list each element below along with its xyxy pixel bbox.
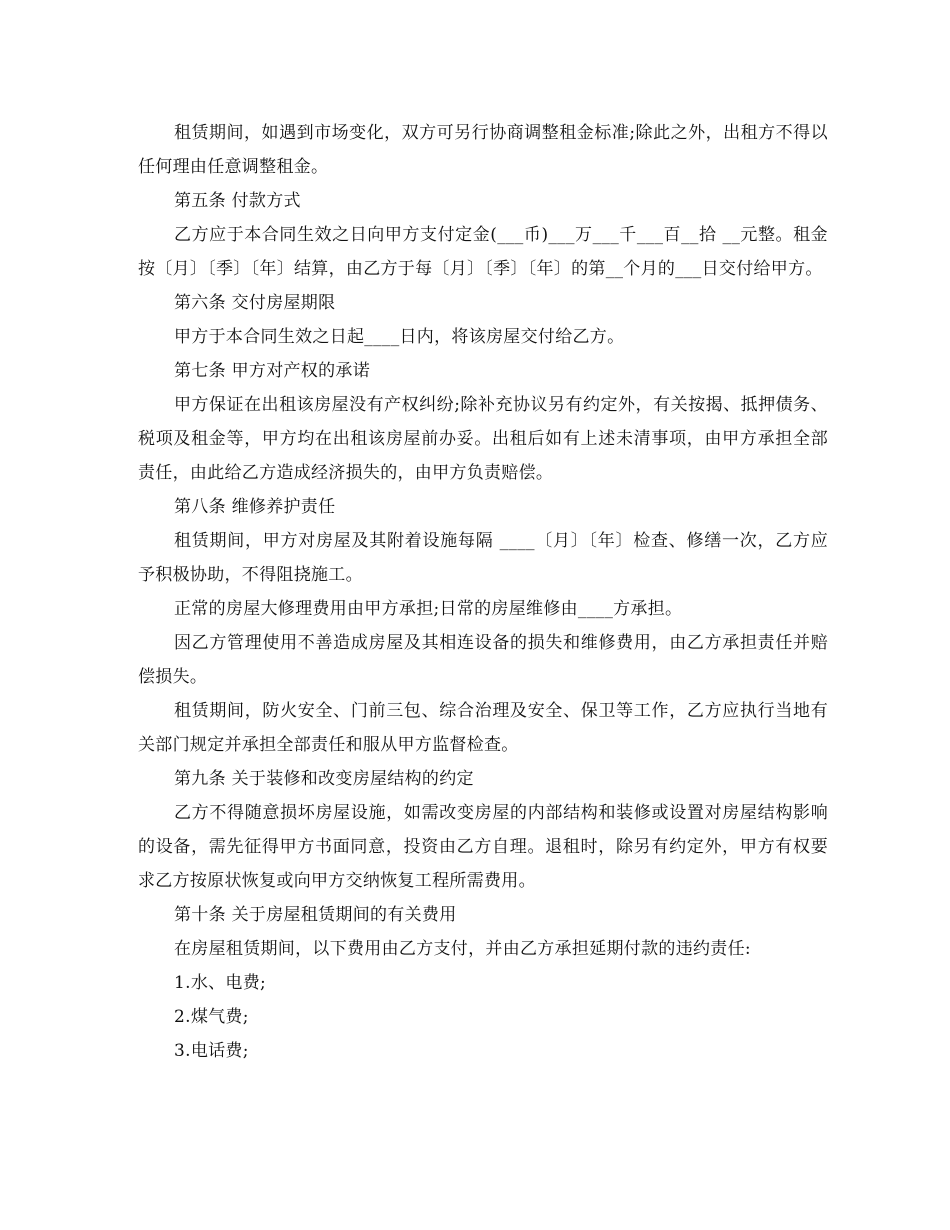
document-page <box>138 116 828 1068</box>
list-item-gas: 2.煤气费; <box>174 1007 249 1027</box>
paragraph-delivery-term: 甲方于本合同生效之日起____日内，将该房屋交付给乙方。 <box>174 327 625 347</box>
heading-article-8: 第八条 维修养护责任 <box>174 497 336 517</box>
paragraph-safety-duties: 租赁期间，防火安全、门前三包、综合治理及安全、保卫等工作，乙方应执行当地有关部门规定并承担全部责任和服从甲方监督检查。 <box>138 701 828 755</box>
heading-article-6: 第六条 交付房屋期限 <box>174 293 336 313</box>
heading-article-10: 第十条 关于房屋租赁期间的有关费用 <box>174 905 457 925</box>
heading-article-9: 第九条 关于装修和改变房屋结构的约定 <box>174 769 474 789</box>
paragraph-payment-method: 乙方应于本合同生效之日向甲方支付定金(___币)___万___千___百__拾 __元整。租金按〔月〕〔季〕〔年〕结算，由乙方于每〔月〕〔季〕〔年〕的第__个月的___日交付给甲方。 <box>138 225 828 279</box>
list-item-telephone: 3.电话费; <box>174 1041 249 1061</box>
paragraph-rent-adjustment: 租赁期间，如遇到市场变化，双方可另行协商调整租金标准;除此之外，出租方不得以任何理由任意调整租金。 <box>138 123 828 177</box>
paragraph-renovation: 乙方不得随意损坏房屋设施，如需改变房屋的内部结构和装修或设置对房屋结构影响的设备，需先征得甲方书面同意，投资由乙方自理。退租时，除另有约定外，甲方有权要求乙方按原状恢复或向甲方交纳恢复工程所需费用。 <box>138 803 828 891</box>
paragraph-property-promise: 甲方保证在出租该房屋没有产权纠纷;除补充协议另有约定外，有关按揭、抵押债务、税项及租金等，甲方均在出租该房屋前办妥。出租后如有上述未清事项，由甲方承担全部责任，由此给乙方造成经济损失的，由甲方负责赔偿。 <box>138 395 828 483</box>
paragraph-repair-costs: 正常的房屋大修理费用由甲方承担;日常的房屋维修由____方承担。 <box>174 599 683 619</box>
heading-article-7: 第七条 甲方对产权的承诺 <box>174 361 371 381</box>
list-item-water-electricity: 1.水、电费; <box>174 973 267 993</box>
heading-article-5: 第五条 付款方式 <box>174 191 301 211</box>
paragraph-damage-liability: 因乙方管理使用不善造成房屋及其相连设备的损失和维修费用，由乙方承担责任并赔偿损失。 <box>138 633 828 687</box>
paragraph-inspection: 租赁期间，甲方对房屋及其附着设施每隔 ____〔月〕〔年〕检查、修缮一次，乙方应予积极协助，不得阻挠施工。 <box>138 531 828 585</box>
paragraph-fees-intro: 在房屋租赁期间，以下费用由乙方支付，并由乙方承担延期付款的违约责任: <box>174 939 751 959</box>
